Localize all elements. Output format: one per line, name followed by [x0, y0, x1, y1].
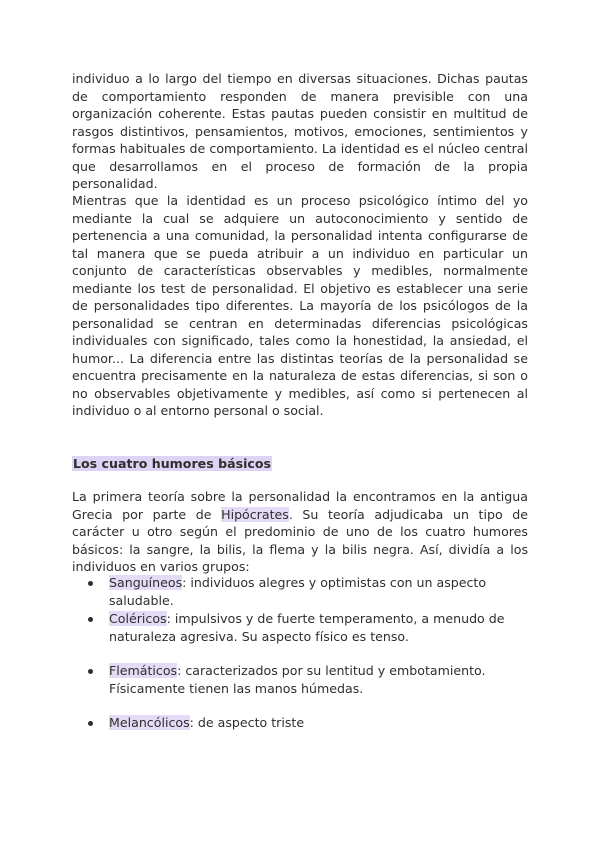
highlight-hippocrates: Hipócrates: [221, 506, 289, 522]
term-description: : caracterizados por su lentitud y embotamiento. Físicamente tienen las manos húmedas.: [109, 663, 486, 696]
paragraph-identity-vs-personality: Mientras que la identidad es un proceso psicológico íntimo del yo mediante la cual se adquiere un autoconocimiento y sentido de pertenencia a una comunidad, la personalidad intenta configurarse de tal manera que se pueda atribuir a un individuo en particular un conjunto de características observables y medibles, normalmente mediante los test de personalidad. El objetivo es establecer una serie de personalidades tipo diferentes. La mayoría de los psicólogos de la personalidad se centran en determinadas diferencias psicológicas individuales con significado, tales como la honestidad, la ansiedad, el humor... La diferencia entre las distintas teorías de la personalidad se encuentra precisamente en la naturaleza de estas diferencias, si son o no observables objetivamente y medibles, así como si pertenecen al individuo o al entorno personal o social.: [72, 193, 528, 418]
p3-text-before: La primera teoría sobre la personalidad la encontramos en la antigua Grecia por parte de: [72, 489, 528, 522]
term-description: : individuos alegres y optimistas con un aspecto saludable.: [109, 575, 487, 608]
term-description: : de aspecto triste: [189, 715, 305, 730]
list-item-text: [109, 610, 528, 645]
list-item-flematicos: [88, 662, 528, 697]
term-highlight: Melancólicos: [109, 715, 190, 730]
list-item-melancolicos: [88, 714, 528, 732]
term-highlight: Flemáticos: [109, 663, 178, 678]
section-heading-text: Los cuatro humores básicos: [73, 456, 272, 471]
term-description: : impulsivos y de fuerte temperamento, a menudo de naturaleza agresiva. Su aspecto físico es tenso.: [109, 611, 505, 644]
list-item-colericos: [88, 610, 528, 645]
list-item-text: [109, 714, 528, 732]
term-highlight: Coléricos: [109, 611, 167, 626]
list-item-sanguineos: [88, 574, 528, 609]
list-item-text: [109, 574, 528, 609]
bullet-dot-icon: [88, 669, 93, 674]
term-highlight: Sanguíneos: [109, 575, 183, 590]
bullet-dot-icon: [88, 721, 93, 726]
paragraph-personality-patterns: individuo a lo largo del tiempo en diversas situaciones. Dichas pautas de comportamiento responden de manera previsible con una organización coherente. Estas pautas pueden consistir en multitud de rasgos distintivos, pensamientos, motivos, emociones, sentimientos y formas habituales de comportamiento. La identidad es el núcleo central que desarrollamos en el proceso de formación de la propia personalidad.: [72, 71, 528, 191]
list-item-text: [109, 662, 528, 697]
section-heading: [72, 455, 272, 472]
p3-text-after: . Su teoría adjudicaba un tipo de carácter u otro según el predominio de uno de los cuatro humores básicos: la sangre, la bilis, la flema y la bilis negra. Así, dividía a los individuos en varios grupos:: [72, 506, 528, 574]
bullet-dot-icon: [88, 617, 93, 622]
bullet-dot-icon: [88, 581, 93, 586]
paragraph-hippocrates-theory: [72, 488, 528, 576]
